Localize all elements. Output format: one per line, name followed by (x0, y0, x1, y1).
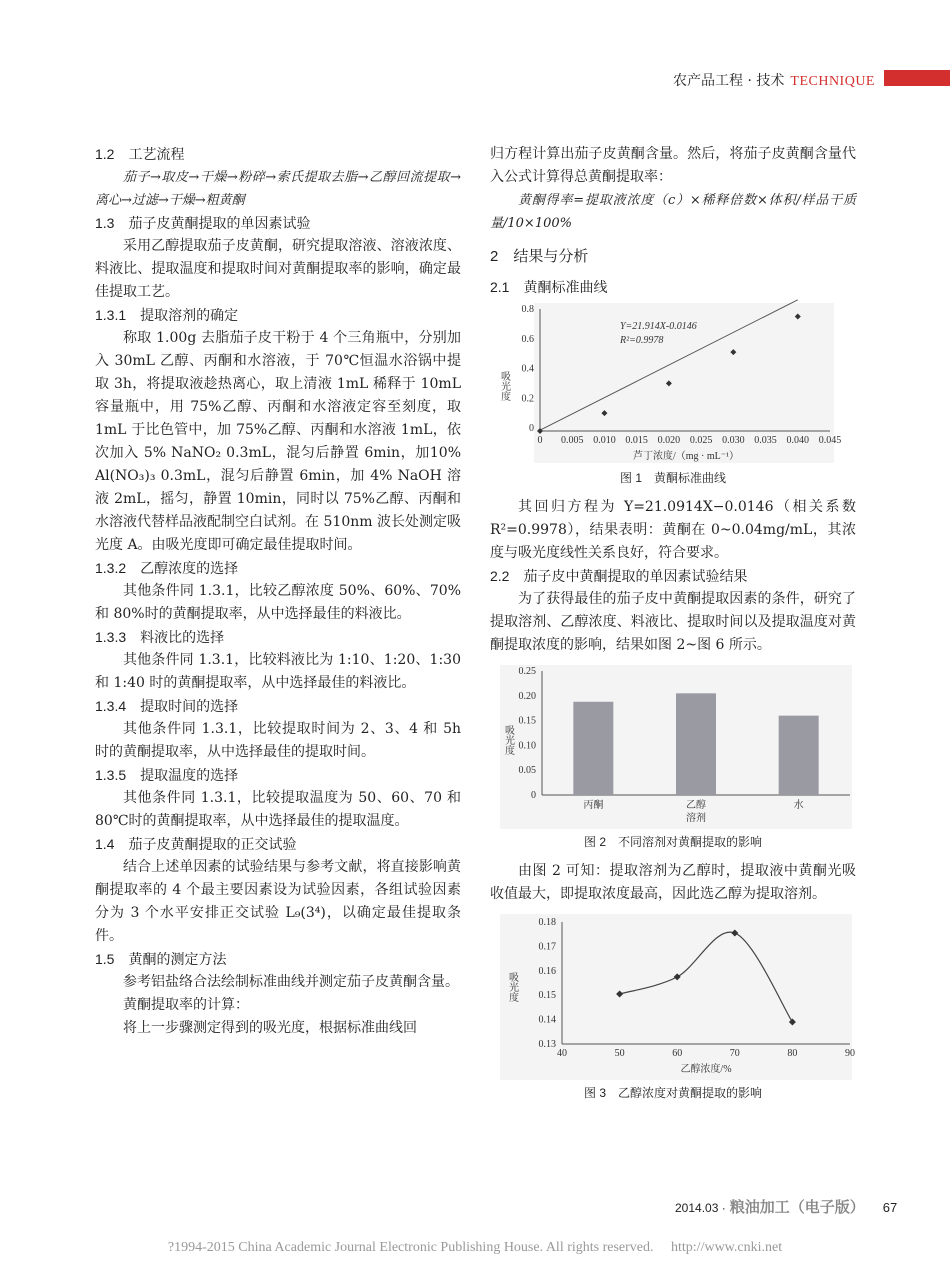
y-tick-label: 0.20 (518, 690, 536, 702)
x-tick-label: 0 (537, 435, 543, 446)
x-axis-label: 溶剂 (686, 813, 706, 824)
y-tick-label: 0.17 (538, 941, 556, 953)
calc-text: 将上一步骤测定得到的吸光度，根据标准曲线回 (123, 1020, 417, 1036)
section-2-title: 2 结果与分析 (490, 248, 589, 265)
y-tick-label: 0.14 (538, 1014, 556, 1026)
header-section: 农产品工程 · 技术 (673, 73, 785, 89)
bar (779, 716, 819, 795)
figure-2-caption: 图 2 不同溶剂对黄酮提取的影响 (583, 835, 762, 849)
x-tick-label: 乙醇 (686, 800, 706, 811)
calc-title: 黄酮提取率的计算： (123, 997, 249, 1013)
section-1-3-2-title: 1.3.2 乙醇浓度的选择 (95, 560, 239, 576)
y-tick-label: 0.05 (518, 765, 536, 777)
x-tick-label: 90 (845, 1048, 855, 1059)
right-column (490, 143, 856, 1105)
x-tick-label: 0.040 (786, 435, 810, 446)
x-tick-label: 70 (729, 1048, 740, 1059)
left-column (95, 143, 461, 1040)
x-tick-label: 0.035 (754, 435, 777, 446)
footer-journal: 粮油加工（电子版） (729, 1199, 865, 1216)
y-axis-label: 吸光度 (498, 371, 510, 401)
x-axis-label: 芦丁浓度/（mg · mL⁻¹） (632, 451, 740, 462)
standard-curve-chart (490, 299, 856, 467)
section-1-3-3-text: 其他条件同 1.3.1，比较料液比为 1:10、1:20、1:30 和 1:40 时的黄酮提取率，从中选择最佳的料液比。 (95, 652, 461, 691)
y-axis-label: 吸光度 (502, 725, 514, 755)
r2-label: R²=0.9978 (620, 335, 664, 346)
copyright-line: ?1994-2015 China Academic Journal Electronic Publishing House. All rights reserved. http://www.cnki.net (167, 1240, 783, 1255)
section-1-5-text: 参考铝盐络合法绘制标准曲线并测定茄子皮黄酮含量。 (123, 974, 459, 990)
y-tick-label: 0.25 (518, 666, 536, 677)
running-header (673, 70, 875, 90)
x-tick-label: 0.015 (625, 435, 648, 446)
section-1-3-1-text: 称取 1.00g 去脂茄子皮干粉于 4 个三角瓶中，分别加入 30mL 乙醇、丙酮和水溶液，于 70℃恒温水浴锅中提取 3h，将提取液趁热离心，取上清液 1mL 稀释于 10mL 容量瓶中，用 75%乙醇、丙酮和水溶液定容至刻度，取 1mL 于比色管中，加 75%乙醇、丙酮和水溶液 1mL，依次加入 5% NaNO₂ 0.3mL，混匀后静置 6min，加10% Al(NO₃)₃ 0.3mL，混匀后静置 6min，加 4% NaOH 溶液 2mL，摇匀，静置 10min，同时以 75%乙醇、丙酮和水溶液代替样品液配制空白试剂。在 510nm 波长处测定吸光度 A。由吸光度即可确定最佳提取时间。 (95, 330, 461, 553)
y-tick-label: 0.2 (521, 393, 534, 405)
x-tick-label: 0.020 (657, 435, 681, 446)
section-1-3-4-text: 其他条件同 1.3.1，比较提取时间为 2、3、4 和 5h 时的黄酮提取率，从中选择最佳的提取时间。 (95, 721, 461, 760)
section-1-3-1-title: 1.3.1 提取溶剂的确定 (95, 307, 239, 323)
y-axis-label: 吸光度 (506, 972, 518, 1002)
equation-label: Y=21.914X-0.0146 (620, 321, 697, 332)
x-tick-label: 0.025 (689, 435, 713, 446)
section-1-3-5-text: 其他条件同 1.3.1，比较提取温度为 50、60、70 和 80℃时的黄酮提取率，从中选择最佳的提取温度。 (95, 790, 461, 829)
ethanol-line-chart (490, 912, 856, 1082)
y-tick-label: 0.15 (518, 715, 536, 727)
section-2-2-title: 2.2 茄子皮中黄酮提取的单因素试验结果 (490, 568, 748, 584)
footer-issue: 2014.03 · (675, 1201, 726, 1215)
section-1-3-4-title: 1.3.4 提取时间的选择 (95, 698, 239, 714)
page-number: 67 (882, 1200, 898, 1215)
y-tick-label: 0.6 (521, 333, 534, 345)
regression-paragraph: 其回归方程为 Y=21.0914X−0.0146（相关系数 R²=0.9978），结果表明：黄酮在 0~0.04mg/mL，其浓度与吸光度线性关系良好，符合要求。 (490, 499, 856, 561)
header-accent-bar (884, 70, 950, 86)
section-2-1-title: 2.1 黄酮标准曲线 (490, 279, 608, 295)
bar (573, 702, 613, 795)
section-1-3-3-title: 1.3.3 料液比的选择 (95, 629, 225, 645)
x-tick-label: 60 (672, 1048, 683, 1059)
section-1-4-title: 1.4 茄子皮黄酮提取的正交试验 (95, 836, 297, 852)
yield-formula: 黄酮得率=提取液浓度（c）×稀释倍数×体积/样品干质量/10×100% (490, 193, 856, 231)
x-tick-label: 0.045 (818, 435, 842, 446)
x-tick-label: 0.010 (593, 435, 616, 446)
process-flow: 茄子→取皮→干燥→粉碎→索氏提取去脂→乙醇回流提取→离心→过滤→干燥→粗黄酮 (95, 170, 461, 208)
x-axis-label: 乙醇浓度/% (680, 1064, 732, 1075)
y-tick-label: 0 (529, 423, 534, 435)
continued-text: 归方程计算出茄子皮黄酮含量。然后，将茄子皮黄酮含量代入公式计算得总黄酮提取率： (490, 146, 856, 185)
y-tick-label: 0.8 (521, 304, 534, 315)
y-tick-label: 0 (531, 790, 536, 801)
figure-2-discussion: 由图 2 可知：提取溶剂为乙醇时，提取液中黄酮光吸收值最大，即提取浓度最高，因此选乙醇为提取溶剂。 (490, 863, 856, 902)
section-1-3-title: 1.3 茄子皮黄酮提取的单因素试验 (95, 215, 311, 231)
bar (676, 693, 716, 795)
y-tick-label: 0.13 (538, 1039, 556, 1050)
x-tick-label: 丙酮 (583, 800, 604, 811)
section-1-4-text: 结合上述单因素的试验结果与参考文献，将直接影响黄酮提取率的 4 个最主要因素设为试验因素，各组试验因素分为 3 个水平安排正交试验 L₉(3⁴)，以确定最佳提取条件。 (95, 859, 461, 944)
x-tick-label: 80 (787, 1048, 798, 1059)
page-footer (675, 1196, 897, 1217)
header-technique: TECHNIQUE (790, 74, 875, 89)
section-1-3-text: 采用乙醇提取茄子皮黄酮，研究提取溶液、溶液浓度、料液比、提取温度和提取时间对黄酮提取率的影响，确定最佳提取工艺。 (95, 238, 461, 300)
figure-3-caption: 图 3 乙醇浓度对黄酮提取的影响 (583, 1086, 762, 1100)
y-tick-label: 0.4 (521, 363, 534, 375)
x-tick-label: 0.005 (560, 435, 584, 446)
section-1-5-title: 1.5 黄酮的测定方法 (95, 951, 227, 967)
section-1-3-5-title: 1.3.5 提取温度的选择 (95, 767, 239, 783)
section-1-3-2-text: 其他条件同 1.3.1，比较乙醇浓度 50%、60%、70%和 80%时的黄酮提取率，从中选择最佳的料液比。 (95, 583, 461, 622)
x-tick-label: 50 (614, 1048, 625, 1059)
section-1-2-title: 1.2 工艺流程 (95, 146, 185, 162)
figure-1 (490, 299, 856, 467)
section-2-2-text: 为了获得最佳的茄子皮中黄酮提取因素的条件，研究了提取溶剂、乙醇浓度、料液比、提取时间以及提取温度对黄酮提取浓度的影响，结果如图 2~图 6 所示。 (490, 591, 856, 653)
x-tick-label: 40 (557, 1048, 567, 1059)
x-tick-label: 0.030 (722, 435, 745, 446)
y-tick-label: 0.16 (538, 965, 556, 977)
y-tick-label: 0.18 (538, 917, 556, 928)
x-tick-label: 水 (793, 800, 804, 811)
figure-1-caption: 图 1 黄酮标准曲线 (619, 471, 726, 485)
figure-3 (490, 912, 856, 1082)
solvent-bar-chart (490, 663, 856, 831)
y-tick-label: 0.15 (538, 990, 556, 1002)
y-tick-label: 0.10 (518, 740, 536, 752)
figure-2 (490, 663, 856, 831)
